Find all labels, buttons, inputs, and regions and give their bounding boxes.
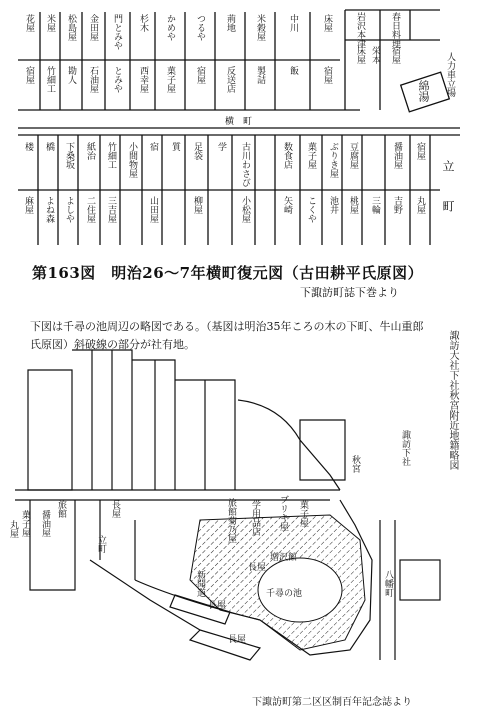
- shop-label: 米穀屋: [255, 14, 265, 41]
- shop-label: 飯: [288, 66, 298, 75]
- shop-label: 菓子屋: [165, 66, 175, 93]
- shop-label: 石油屋: [88, 66, 98, 93]
- shop-label: 数食店: [282, 142, 292, 169]
- pond-label: 千尋の池: [266, 589, 303, 599]
- shop-label: 紙治: [85, 142, 95, 160]
- map-label: 旅館菊乃屋: [226, 498, 236, 543]
- shop-label: 足袋: [192, 142, 202, 160]
- shop-label: 製詰: [255, 66, 265, 84]
- shop-label: 床屋: [355, 46, 365, 64]
- explanatory-note: 下図は千尋の池周辺の略図である。（基図は明治35年ころの木の下町、牛山重郎氏原図）斜破線の部分が社有地。: [30, 320, 424, 351]
- shop-label: 山田屋: [148, 196, 158, 223]
- shop-label: 松島屋: [66, 14, 76, 41]
- shop-label: 下桑坂: [64, 142, 74, 169]
- shop-label: つるや: [195, 14, 205, 41]
- shop-label: 古川わさび: [240, 142, 250, 187]
- shop-label: 矢崎: [282, 196, 292, 214]
- shop-label: 三輪: [370, 196, 380, 214]
- shop-label: 吉野: [392, 196, 402, 214]
- shop-label: かめや: [165, 14, 175, 41]
- shop-label: よしや: [64, 196, 74, 223]
- shop-label: 竹細工: [106, 142, 116, 169]
- map-label: ブリキ屋: [278, 495, 288, 531]
- shop-label: 柳屋: [192, 196, 202, 214]
- bottom-source: 下諏訪町第二区区制百年記念誌より: [252, 697, 412, 708]
- shop-label: 勘人: [66, 66, 76, 84]
- figure-caption: 第163図 明治26～7年横町復元図（古田耕平氏原図）: [32, 264, 424, 282]
- shop-label: 池井: [328, 196, 338, 214]
- map-label: 丸屋: [8, 520, 18, 538]
- caption-source: 下諏訪町誌下巻より: [300, 286, 399, 299]
- shop-label: 西幸屋: [138, 66, 148, 93]
- shop-label: 荊地: [225, 14, 235, 32]
- shop-label: 宿屋: [415, 142, 425, 160]
- shop-label: よね森: [44, 196, 54, 223]
- shop-label: 宿屋: [24, 66, 34, 84]
- shop-label: 栄本: [370, 46, 380, 64]
- shop-label: 二住屋: [85, 196, 95, 223]
- shop-label: 学: [216, 142, 226, 151]
- shop-label: 豆腐屋: [348, 142, 358, 169]
- shop-label: 花屋: [24, 14, 34, 32]
- map-label: 菓子屋: [298, 500, 308, 527]
- shop-label: 杉木: [138, 14, 148, 32]
- shop-label: とみや: [112, 66, 122, 93]
- shop-label: 反送店: [225, 66, 235, 93]
- map-label: 八幡町: [383, 570, 393, 597]
- shop-label: 宿屋: [390, 46, 400, 64]
- shop-label: 金田屋: [88, 14, 98, 41]
- shop-label: 米屋: [45, 14, 55, 32]
- shop-label: 麻屋: [23, 196, 33, 214]
- side-vertical-note: 諏訪大社下社秋宮附近地籍略図: [447, 330, 458, 470]
- shop-label: 楼: [23, 142, 33, 151]
- shop-label: 宿: [148, 142, 158, 151]
- map-label: 諏訪下社: [400, 430, 410, 466]
- shop-label: 丸屋: [415, 196, 425, 214]
- shop-label: 中川: [288, 14, 298, 32]
- shop-label: 醤油屋: [392, 142, 402, 169]
- map-label: 長屋: [228, 635, 247, 645]
- map-label: 菓子屋: [20, 510, 30, 537]
- map-label: 秋宮: [350, 455, 360, 473]
- map-label: 長屋: [110, 500, 120, 518]
- shop-label: 桃屋: [348, 196, 358, 214]
- shop-label: 門とみや: [112, 14, 122, 50]
- map-label: 旅館: [56, 500, 66, 518]
- yokomachi-label: 横 町: [225, 117, 253, 127]
- shop-label: 菓子屋: [306, 142, 316, 169]
- map-label: 長屋: [248, 563, 267, 573]
- shop-label: 小間物屋: [127, 142, 137, 178]
- shop-label: 宿屋: [195, 66, 205, 84]
- svg-text:町: 町: [441, 200, 455, 212]
- svg-text:立: 立: [441, 160, 455, 172]
- shop-label: 床屋: [322, 14, 332, 32]
- shop-label: こくや: [306, 196, 316, 223]
- map-label: 新聞道: [195, 570, 205, 597]
- shop-label: 質: [170, 142, 180, 151]
- map-label: 醤油屋: [40, 510, 50, 537]
- shop-label: 竹細工: [45, 66, 55, 93]
- shop-label: 岩沢本津: [355, 12, 365, 48]
- map-label: 長屋: [208, 601, 227, 611]
- shop-label: 三吉屋: [106, 196, 116, 223]
- shop-label: 小松屋: [240, 196, 250, 223]
- shop-label: 春日料理: [390, 12, 400, 48]
- shop-label: 橋: [44, 142, 54, 151]
- map-label: 立町: [96, 535, 106, 553]
- shop-label: 宿屋: [322, 66, 332, 84]
- map-label: 増沢館: [270, 553, 298, 563]
- watayu-label: 綿湯: [417, 80, 430, 102]
- shop-label: ぶりき屋: [328, 142, 338, 178]
- jinrikisha-label: 人力車立場: [445, 52, 455, 97]
- map-label: 学用品店: [250, 500, 260, 536]
